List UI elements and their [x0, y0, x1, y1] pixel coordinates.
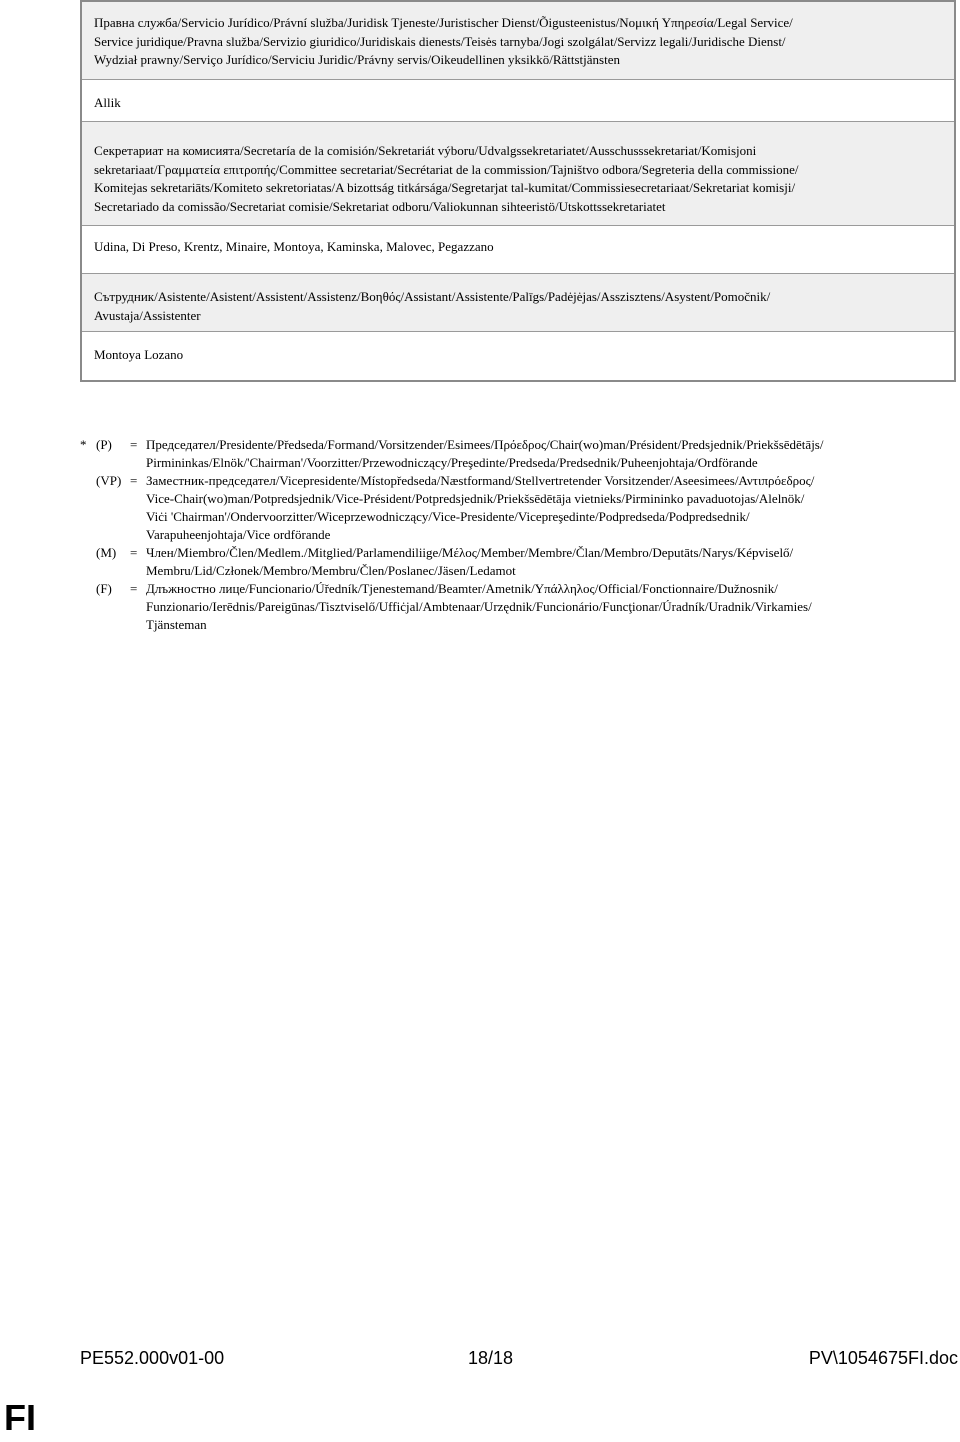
document-reference: PE552.000v01-00 [80, 1348, 225, 1368]
language-code: FI [4, 1397, 36, 1438]
legal-service-label-line: Правна служба/Servicio Jurídico/Právní služba/Juridisk Tjeneste/Juristischer Dienst/Õigusteenistus/Νομική Υπηρεσία/Legal Service/ [94, 15, 793, 30]
legend-line: Член/Miembro/Člen/Medlem./Mitglied/Parlamendiliige/Μέλος/Member/Membre/Član/Membro/Deputāts/Narys/Képviselő/ [146, 545, 794, 560]
legend-line: Viċi 'Chairman'/Ondervoorzitter/Wiceprzewodniczący/Vice-Presidente/Vicepreşedinte/Podpredseda/Podpredsednik/ [146, 509, 750, 524]
secretariat-label-line: sekretariaat/Γραμματεία επιτροπής/Committee secretariat/Secrétariat de la commission/Tajništvo odbora/Segreteria della commissione/ [94, 161, 799, 177]
secretariat-label [94, 142, 942, 216]
legal-service-label-line: Wydział prawny/Serviço Jurídico/Serviciu Juridic/Právny servis/Oikeudellinen yksikkö/Rättstjänsten [94, 52, 620, 67]
legend-item-member [80, 544, 960, 580]
legend-line: Tjänsteman [146, 617, 207, 632]
attendance-table [80, 0, 956, 382]
assistant-name-row [82, 332, 954, 382]
secretariat-label-line: Секретариат на комисията/Secretaría de la comisión/Sekretariát výboru/Udvalgssekretariatet/Ausschusssekretariat/Komisjoni [94, 143, 757, 158]
secretariat-label-line: Secretariado da comissão/Secretariat comisie/Sekretariat odboru/Valiokunnan sihteeristö/Utskottssekretariatet [94, 198, 666, 214]
legend-item-official [80, 580, 960, 634]
legend-equals: = [130, 473, 138, 488]
legal-service-label-row [82, 2, 954, 80]
role-legend [80, 436, 960, 634]
page-footer [80, 1348, 958, 1374]
legend-text [146, 580, 960, 634]
legend-text [146, 436, 960, 472]
legend-equals: = [130, 437, 138, 452]
legend-line: Membru/Lid/Członek/Membro/Membru/Člen/Poslanec/Jäsen/Ledamot [146, 563, 516, 578]
legend-line: Varapuheenjohtaja/Vice ordförande [146, 527, 331, 542]
legal-service-name-row [82, 80, 954, 122]
legend-equals: = [130, 545, 138, 560]
legend-line: Funzionario/Ierēdnis/Pareigūnas/Tisztviselő/Uffiċjal/Ambtenaar/Urzędnik/Funcionário/Funcţionar/Úradník/Uradnik/Virkamies/ [146, 599, 812, 614]
legend-line: Pirmininkas/Elnök/'Chairman'/Voorzitter/Przewodniczący/Preşedinte/Predseda/Predsednik/Puheenjohtaja/Ordförande [146, 455, 758, 470]
legal-service-label-line: Service juridique/Pravna služba/Servizio giuridico/Juridiskais dienests/Teisės tarnyba/Jogi szolgálat/Servizz legali/Juridische Dienst/ [94, 33, 786, 49]
legend-code: (M) [96, 545, 117, 560]
legend-code: (F) [96, 581, 112, 596]
legal-service-label [94, 14, 942, 70]
legend-code: (VP) [96, 473, 122, 488]
legend-code: (P) [96, 437, 112, 452]
legend-item-vice-president [80, 472, 960, 544]
assistant-label [94, 288, 942, 325]
legal-service-name: Allik [94, 95, 121, 110]
legend-line: Длъжностно лице/Funcionario/Úředník/Tjenestemand/Beamter/Ametnik/Υπάλληλος/Official/Fonctionnaire/Dužnosnik/ [146, 581, 778, 596]
legend-text [146, 472, 960, 544]
legend-line: Vice-Chair(wo)man/Potpredsjednik/Vice-Président/Potpredsjednik/Priekšsēdētāja vietnieks/Pirmininko pavaduotojas/Alelnök/ [146, 491, 805, 506]
secretariat-names: Udina, Di Preso, Krentz, Minaire, Montoya, Kaminska, Malovec, Pegazzano [94, 239, 494, 254]
assistant-name: Montoya Lozano [94, 347, 184, 362]
assistant-label-row [82, 274, 954, 332]
legend-line: Заместник-председател/Vicepresidente/Místopředseda/Næstformand/Stellvertretender Vorsitzender/Aseesimees/Αντιπρόεδρος/ [146, 473, 815, 488]
page-number: 18/18 [468, 1348, 514, 1368]
legend-star: * [80, 437, 87, 452]
assistant-label-line: Сътрудник/Asistente/Asistent/Assistent/Assistenz/Βοηθός/Assistant/Assistente/Palīgs/Padėjėjas/Asszisztens/Asystent/Pomočnik/ [94, 289, 771, 304]
legend-equals: = [130, 581, 138, 596]
file-name: PV\1054675FI.doc [808, 1348, 958, 1368]
secretariat-label-line: Komitejas sekretariāts/Komiteto sekretoriatas/A bizottság titkársága/Segretarjat tal-kumitat/Commissiesecretariaat/Sekretariat komisji/ [94, 180, 796, 195]
legend-item-president [80, 436, 960, 472]
legend-text [146, 544, 960, 580]
assistant-label-line: Avustaja/Assistenter [94, 307, 201, 323]
secretariat-names-row [82, 226, 954, 274]
secretariat-label-row [82, 122, 954, 226]
legend-line: Председател/Presidente/Předseda/Formand/Vorsitzender/Esimees/Πρόεδρος/Chair(wo)man/Président/Predsjednik/Priekšsēdētājs/ [146, 437, 824, 452]
